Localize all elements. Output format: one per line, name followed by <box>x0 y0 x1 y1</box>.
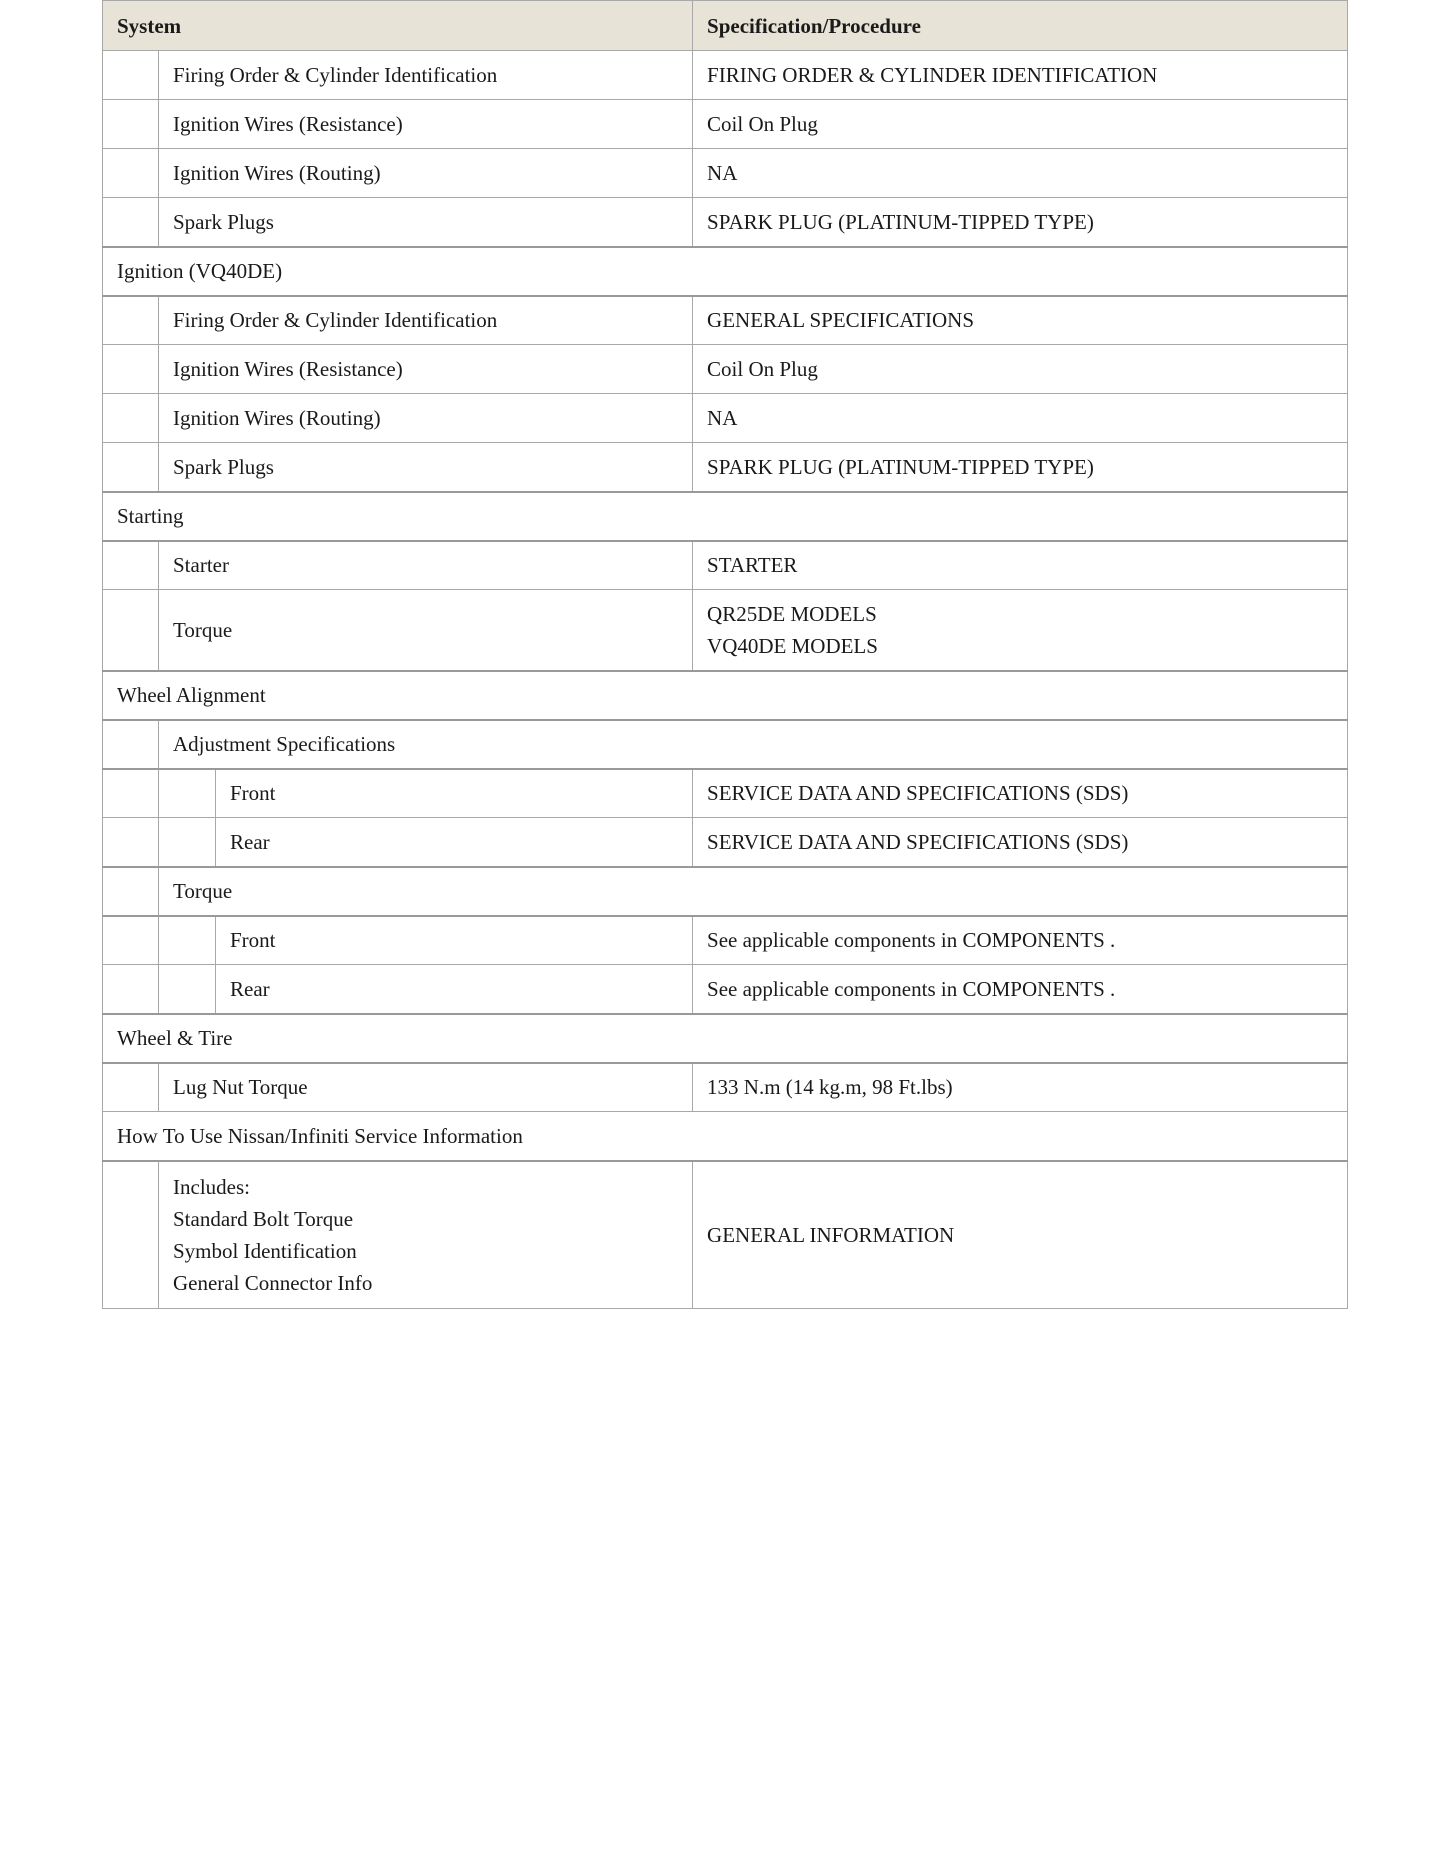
system-cell: Firing Order & Cylinder Identification <box>159 51 693 100</box>
table-row <box>103 916 1348 965</box>
section-row-ignition-vq40de <box>103 247 1348 296</box>
table-row <box>103 51 1348 100</box>
table-row <box>103 769 1348 818</box>
spec-cell: 133 N.m (14 kg.m, 98 Ft.lbs) <box>693 1063 1348 1112</box>
spec-cell: See applicable components in COMPONENTS . <box>693 965 1348 1014</box>
system-cell: Ignition Wires (Resistance) <box>159 345 693 394</box>
table-row <box>103 965 1348 1014</box>
section-title: Ignition (VQ40DE) <box>103 247 1348 296</box>
spec-cell: Coil On Plug <box>693 345 1348 394</box>
spec-cell: SERVICE DATA AND SPECIFICATIONS (SDS) <box>693 818 1348 867</box>
table-row <box>103 1063 1348 1112</box>
system-cell: Lug Nut Torque <box>159 1063 693 1112</box>
system-line: Standard Bolt Torque <box>173 1206 354 1231</box>
table-header-row <box>103 1 1348 51</box>
system-cell: Firing Order & Cylinder Identification <box>159 296 693 345</box>
system-cell: Starter <box>159 541 693 590</box>
spec-cell: STARTER <box>693 541 1348 590</box>
table-row <box>103 198 1348 247</box>
system-cell: Ignition Wires (Routing) <box>159 394 693 443</box>
table-row <box>103 1161 1348 1309</box>
spec-cell: NA <box>693 394 1348 443</box>
spec-cell: SPARK PLUG (PLATINUM-TIPPED TYPE) <box>693 198 1348 247</box>
spec-line: QR25DE MODELS <box>707 601 877 626</box>
spec-cell: SPARK PLUG (PLATINUM-TIPPED TYPE) <box>693 443 1348 492</box>
table-row <box>103 296 1348 345</box>
subsection-title: Adjustment Specifications <box>159 720 1348 769</box>
section-title: Wheel & Tire <box>103 1014 1348 1063</box>
system-cell: Rear <box>216 965 693 1014</box>
header-spec: Specification/Procedure <box>693 1 1348 51</box>
system-cell: Ignition Wires (Resistance) <box>159 100 693 149</box>
section-row-wheel-alignment <box>103 671 1348 720</box>
section-row-wheel-tire <box>103 1014 1348 1063</box>
table-row <box>103 818 1348 867</box>
system-cell: Rear <box>216 818 693 867</box>
table-row <box>103 149 1348 198</box>
system-line: General Connector Info <box>173 1270 373 1295</box>
subsection-row-adjustment <box>103 720 1348 769</box>
system-cell: Front <box>216 916 693 965</box>
system-cell: Ignition Wires (Routing) <box>159 149 693 198</box>
system-cell: Front <box>216 769 693 818</box>
spec-cell: FIRING ORDER & CYLINDER IDENTIFICATION <box>693 51 1348 100</box>
section-row-how-to <box>103 1112 1348 1161</box>
section-title: Starting <box>103 492 1348 541</box>
table-row <box>103 345 1348 394</box>
section-row-starting <box>103 492 1348 541</box>
section-title: How To Use Nissan/Infiniti Service Information <box>103 1112 1348 1161</box>
spec-cell: Coil On Plug <box>693 100 1348 149</box>
table-row <box>103 394 1348 443</box>
system-line: Symbol Identification <box>173 1238 357 1263</box>
table-row <box>103 443 1348 492</box>
spec-cell <box>693 590 1348 671</box>
table-row <box>103 590 1348 671</box>
table-row <box>103 100 1348 149</box>
system-cell: Spark Plugs <box>159 198 693 247</box>
system-cell: Torque <box>159 590 693 671</box>
subsection-row-torque <box>103 867 1348 916</box>
subsection-title: Torque <box>159 867 1348 916</box>
header-system: System <box>103 1 693 51</box>
spec-cell: GENERAL SPECIFICATIONS <box>693 296 1348 345</box>
spec-line: VQ40DE MODELS <box>707 633 878 658</box>
table-row <box>103 541 1348 590</box>
spec-cell: NA <box>693 149 1348 198</box>
spec-cell: SERVICE DATA AND SPECIFICATIONS (SDS) <box>693 769 1348 818</box>
system-line: Includes: <box>173 1174 250 1199</box>
spec-cell: See applicable components in COMPONENTS . <box>693 916 1348 965</box>
system-cell: Spark Plugs <box>159 443 693 492</box>
section-title: Wheel Alignment <box>103 671 1348 720</box>
system-cell <box>159 1161 693 1309</box>
spec-cell: GENERAL INFORMATION <box>693 1161 1348 1309</box>
spec-table <box>102 0 1348 1309</box>
